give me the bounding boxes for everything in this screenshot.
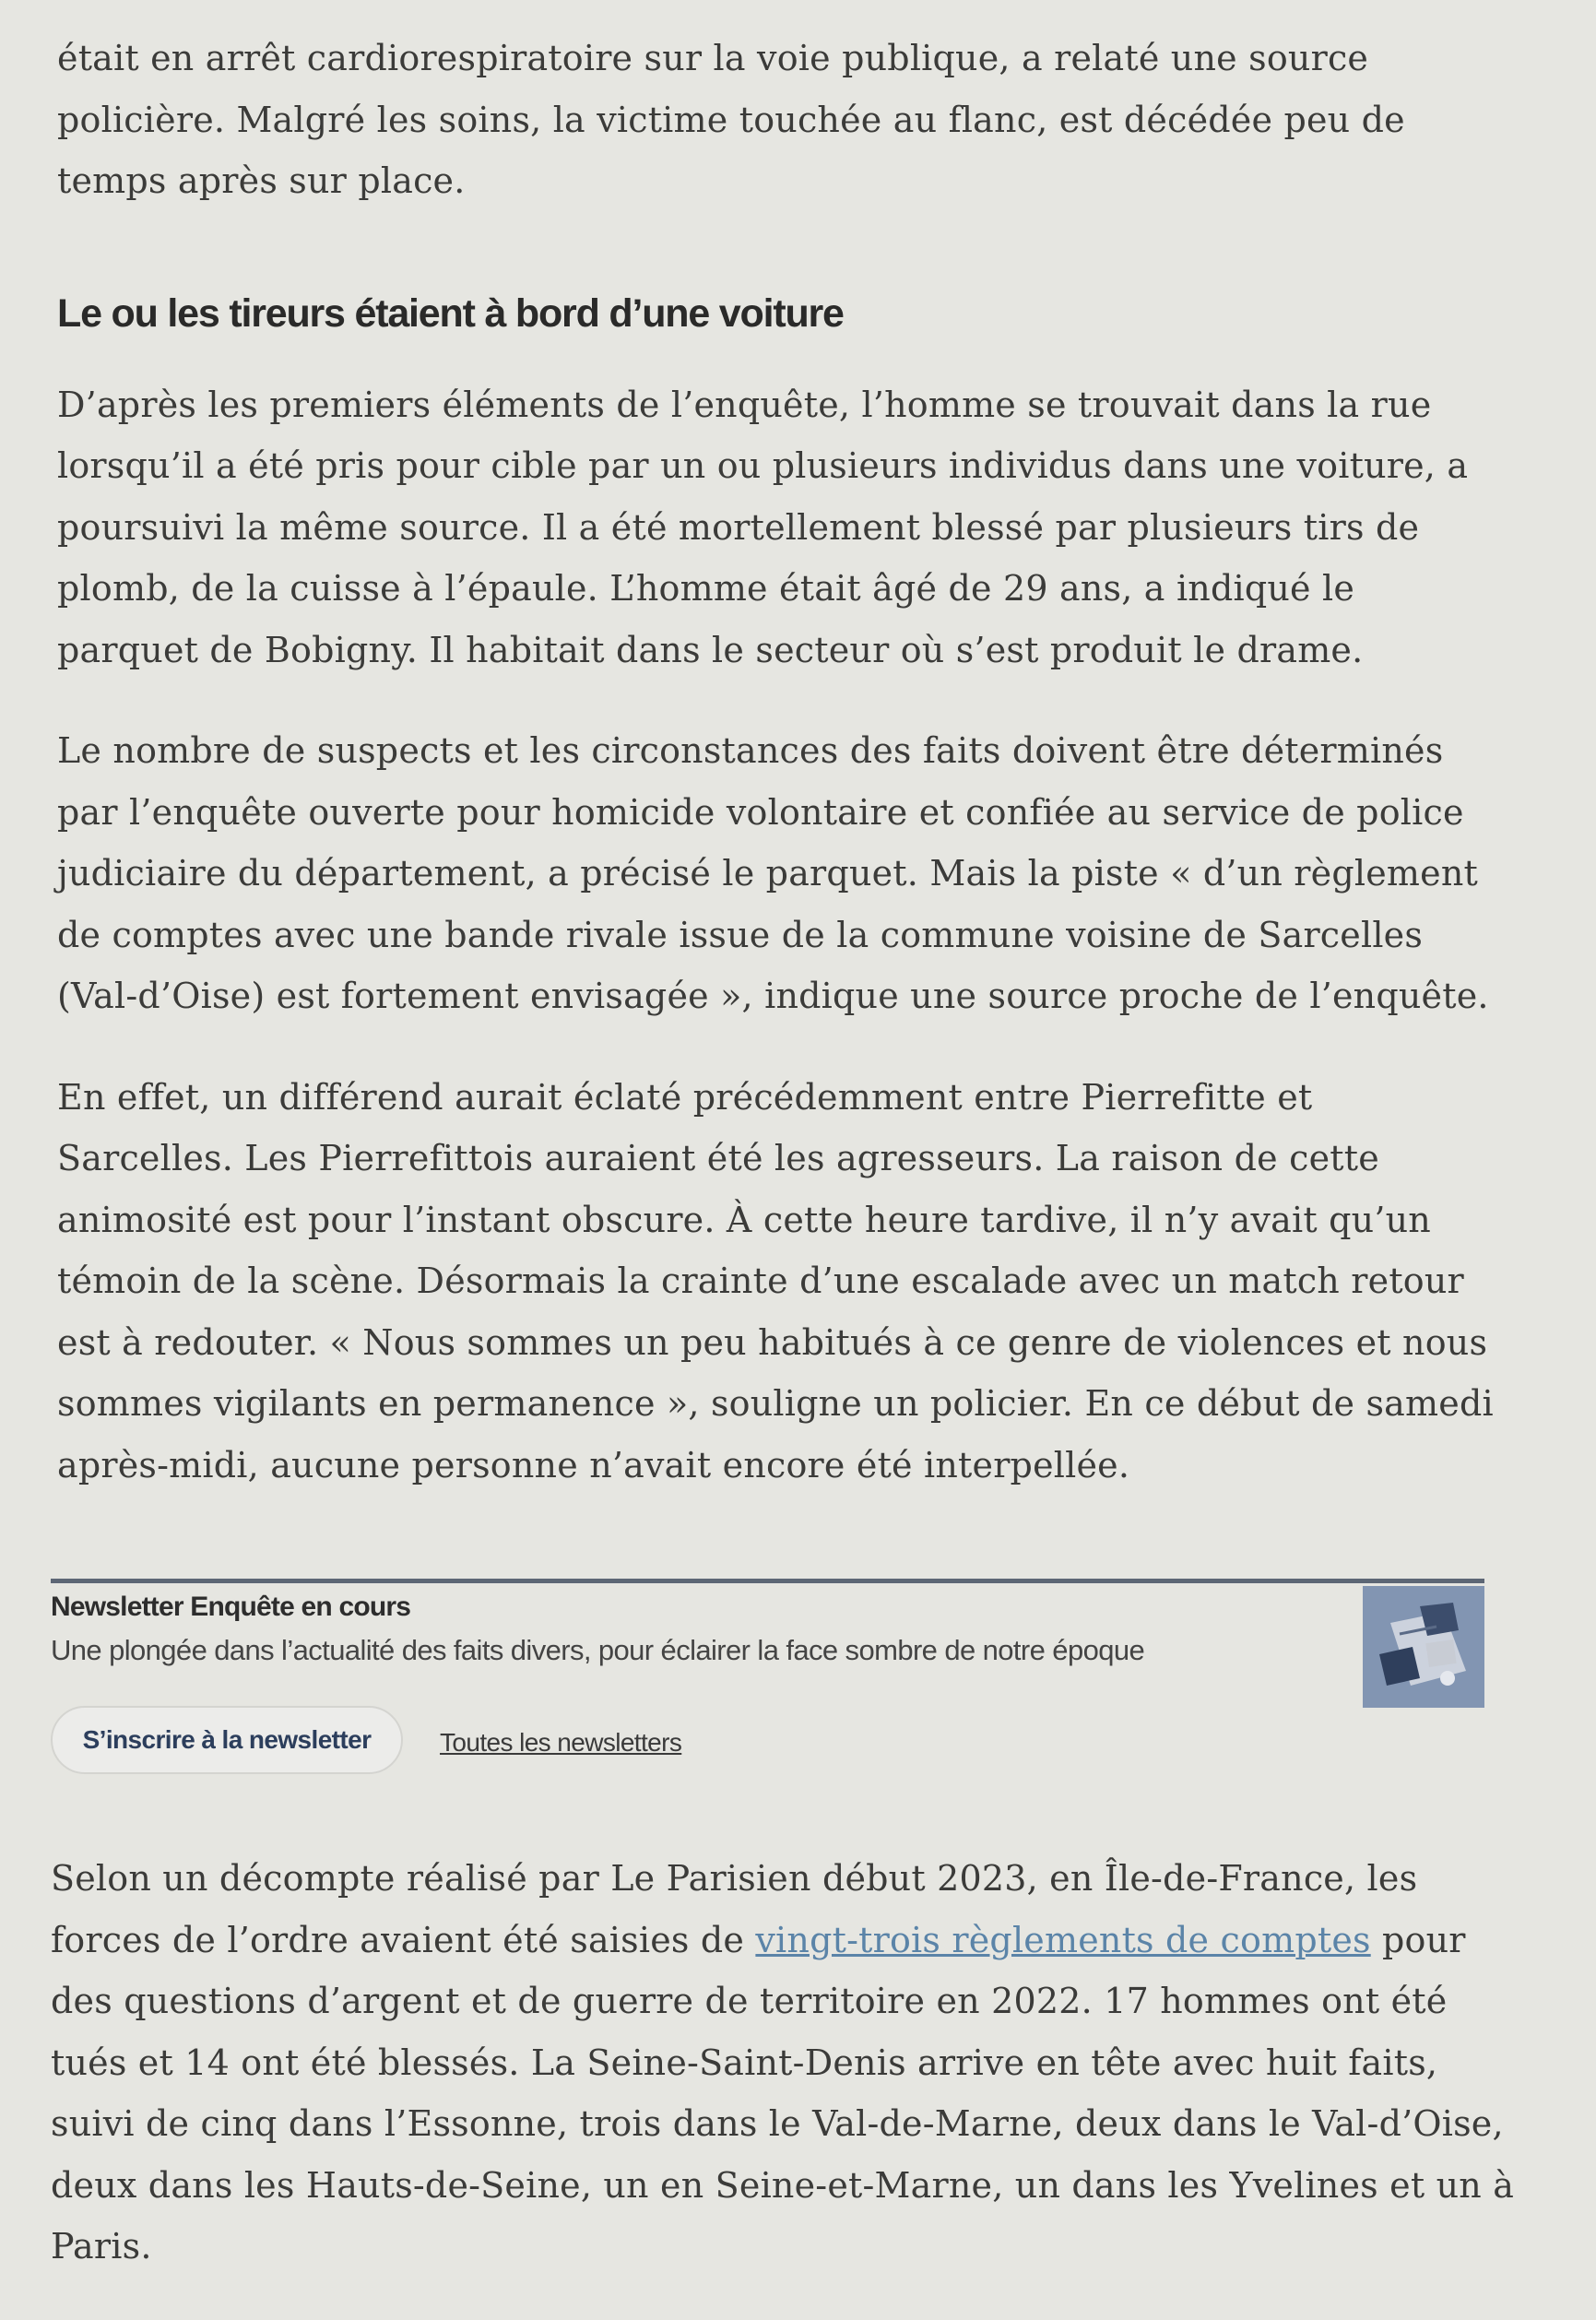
article-subheading: Le ou les tireurs étaient à bord d’une voiture: [57, 290, 844, 336]
newsletter-box: [51, 1579, 1484, 1781]
newsletter-subscribe-button[interactable]: S’inscrire à la newsletter: [51, 1706, 403, 1774]
article-paragraph-1: était en arrêt cardiorespiratoire sur la voie publique, a relaté une source policière. Malgré les soins, la victime touchée au flanc, est décédée peu de temps après sur place.: [57, 38, 1405, 201]
paragraph-5-text-start: Selon un décompte réalisé par Le Parisien début 2023, en Île-de-France, les forces de l’ordre avaient été saisies de: [51, 1858, 1418, 1960]
reglements-de-comptes-link[interactable]: vingt-trois règlements de comptes: [755, 1919, 1371, 1960]
newsletter-title: Newsletter Enquête en cours: [51, 1592, 411, 1622]
article-paragraph-4: En effet, un différend aurait éclaté précédemment entre Pierrefitte et Sarcelles. Les Pierrefittois auraient été les agresseurs. La raison de cette animosité est pour l’instant obscure. À cette heure tardive, il n’y avait qu’un témoin de la scène. Désormais la crainte d’une escalade avec un match retour est à redouter. « Nous sommes un peu habitués à ce genre de violences et nous sommes vigilants en permanence », souligne un policier. En ce début de samedi après-midi, aucune personne n’avait encore été interpellée.: [57, 1076, 1494, 1486]
article-paragraph-2: D’après les premiers éléments de l’enquête, l’homme se trouvait dans la rue lorsqu’il a été pris pour cible par un ou plusieurs individus dans une voiture, a poursuivi la même source. Il a été mortellement blessé par plusieurs tirs de plomb, de la cuisse à l’épaule. L’homme était âgé de 29 ans, a indiqué le parquet de Bobigny. Il habitait dans le secteur où s’est produit le drame.: [57, 384, 1469, 670]
article-body: [57, 28, 1496, 1496]
article-paragraph-3: Le nombre de suspects et les circonstances des faits doivent être déterminés par l’enquête ouverte pour homicide volontaire et confiée au service de police judiciaire du département, a précisé le parquet. Mais la piste « d’un règlement de comptes avec une bande rivale issue de la commune voisine de Sarcelles (Val-d’Oise) est fortement envisagée », indique une source proche de l’enquête.: [57, 730, 1489, 1016]
article-paragraph-5: [51, 1848, 1526, 2278]
article-body-continued: [51, 1848, 1526, 2278]
newsletter-divider: [51, 1579, 1484, 1583]
all-newsletters-link[interactable]: Toutes les newsletters: [440, 1728, 682, 1757]
newsletter-illustration-icon: [1363, 1586, 1484, 1708]
paragraph-5-text-end: pour des questions d’argent et de guerre de territoire en 2022. 17 hommes ont été tués et 14 ont été blessés. La Seine-Saint-Denis arrive en tête avec huit faits, suivi de cinq dans l’Essonne, trois dans le Val-de-Marne, deux dans le Val-d’Oise, deux dans les Hauts-de-Seine, un en Seine-et-Marne, un dans les Yvelines et un à Paris.: [51, 1919, 1515, 2267]
newsletter-description: Une plongée dans l’actualité des faits divers, pour éclairer la face sombre de notre époque: [51, 1634, 1145, 1666]
